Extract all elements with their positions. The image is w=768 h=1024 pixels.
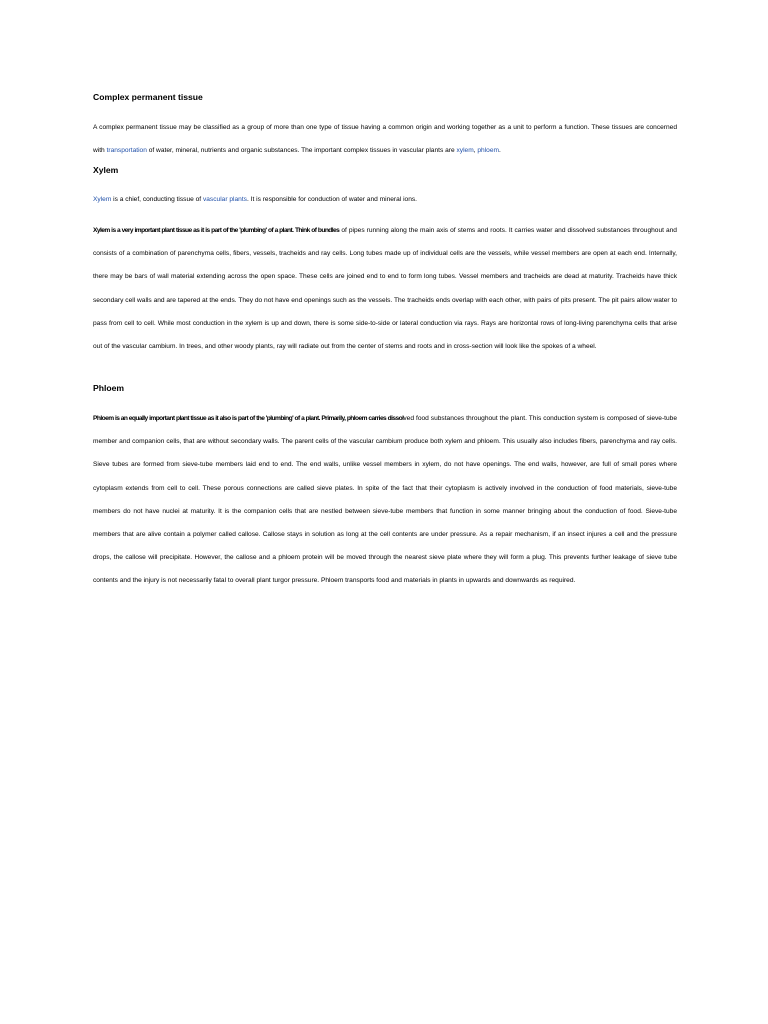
xylem-definition-link[interactable]: Xylem [93, 196, 112, 203]
xylem-definition-text-1: is a chief, conducting tissue of [111, 196, 203, 203]
intro-paragraph [93, 116, 677, 162]
phloem-body-lead: Phloem is an equally important plant tissue as it also is part of the 'plumbing' of a plant. Primarily, phloem carries dissol [93, 415, 404, 422]
xylem-body-text: of pipes running along the main axis of stems and roots. It carries water and dissolved substances throughout and consists of a combination of parenchyma cells, fibers, vessels, tracheids and ray cells. Long tubes made up of individual cells are the vessels, while vessel members are open at each end. Internally, there may be bars of wall material extending across the open space. These cells are joined end to end to form long tubes. Vessel members and tracheids are dead at maturity. Tracheids have thick secondary cell walls and are tapered at the ends. They do not have end openings such as the vessels. The tracheids ends overlap with each other, with pairs of pits present. The pit pairs allow water to pass from cell to cell. While most conduction in the xylem is up and down, there is some side-to-side or lateral conduction via rays. Rays are horizontal rows of long-living parenchyma cells that arise out of the vascular cambium. In trees, and other woody plants, ray will radiate out from the center of stems and roots and in cross-section will look like the spokes of a wheel. [93, 227, 677, 351]
transportation-link[interactable]: transportation [106, 147, 147, 155]
intro-text-1: A complex permanent tissue may be classified as a group of more than one type of tissue having a common origin and working together as a unit to perform a function. These tissues are concerned with [93, 124, 677, 155]
xylem-body-lead: Xylem is a very important plant tissue as it is part of the 'plumbing' of a plant. Think of bundles [93, 227, 340, 234]
xylem-definition-text-2: . It is responsible for conduction of water and mineral ions. [246, 196, 418, 203]
xylem-body-paragraph [93, 219, 677, 358]
phloem-heading: Phloem [93, 383, 125, 393]
phloem-body-text: ved food substances throughout the plant. This conduction system is composed of sieve-tube member and companion cells, that are without secondary walls. The parent cells of the vascular cambium produce both xylem and phloem. This usually also includes fibers, parenchyma and ray cells. Sieve tubes are formed from sieve-tube members laid end to end. The end walls, unlike vessel members in xylem, do not have openings. The end walls, however, are full of small pores where cytoplasm extends from cell to cell. These porous connections are called sieve plates. In spite of the fact that their cytoplasm is actively involved in the conduction of food materials, sieve-tube members do not have nuclei at maturity. It is the companion cells that are nestled between sieve-tube members that function in some manner bringing about the conduction of food. Sieve-tube members that are alive contain a polymer called callose. Callose stays in solution as long at the cell contents are under pressure. As a repair mechanism, if an insect injures a cell and the pressure drops, the callose will precipitate. However, the callose and a phloem protein will be moved through the nearest sieve plate where they will form a plug. This prevents further leakage of sieve tube contents and the injury is not necessarily fatal to overall plant turgor pressure. Phloem transports food and materials in plants in upwards and downwards as required. [93, 415, 677, 585]
xylem-definition [93, 188, 677, 211]
page-title: Complex permanent tissue [93, 92, 203, 102]
intro-text-2: of water, mineral, nutrients and organic substances. The important complex tissues in vascular plants are [146, 147, 457, 155]
phloem-link[interactable]: phloem [477, 147, 499, 155]
phloem-body-paragraph [93, 407, 677, 593]
xylem-link[interactable]: xylem [456, 147, 474, 155]
vascular-plants-link[interactable]: vascular plants [202, 196, 247, 203]
xylem-heading: Xylem [93, 165, 119, 175]
intro-text-4: . [499, 147, 501, 155]
intro-text-3: , [473, 147, 478, 155]
